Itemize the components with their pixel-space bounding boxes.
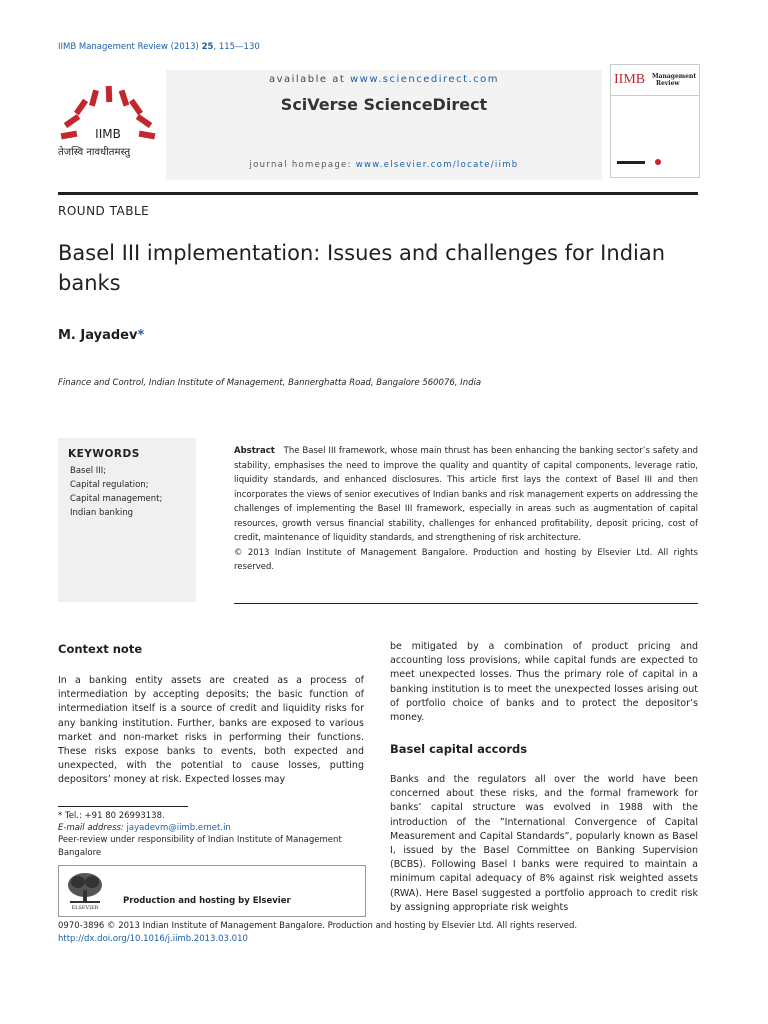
context-note-text: In a banking entity assets are created as a process of intermediation by accepting deposits; the basic function of intermediation itself is a source of credit and liquidity risks for any banking institution. Further, banks are exposed to various market and non-market risks in performing their functions. These risks expose banks to events, both expected and unexpected, with the potential to cause losses, putting depositors’ money at risk. Expected losses may	[58, 675, 364, 786]
author-name: M. Jayadev*	[58, 328, 145, 343]
journal-pages: , 115—130	[213, 42, 260, 52]
journal-volume: 25	[201, 42, 214, 52]
cover-dot-icon	[655, 159, 661, 165]
context-note-heading: Context note	[58, 642, 143, 656]
available-at: available at www.sciencedirect.com	[268, 74, 500, 85]
sciverse-title: SciVerse ScienceDirect	[280, 95, 488, 114]
keyword-item: Capital management;	[70, 494, 163, 504]
footnote-email: E-mail address: jayadevm@iimb.ernet.in	[58, 823, 231, 834]
keyword-item: Basel III;	[70, 466, 107, 476]
cover-bar	[617, 161, 645, 164]
elsevier-label: Production and hosting by Elsevier	[123, 896, 291, 906]
keyword-item: Indian banking	[70, 508, 134, 518]
footnote-tel: * Tel.: +91 80 26993138.	[58, 811, 165, 821]
footer-issn: 0970-3896 © 2013 Indian Institute of Management Bangalore. Production and hosting by Elsevier Ltd. All rights reserved.	[58, 921, 578, 931]
abstract-text: The Basel III framework, whose main thrust has been enhancing the banking sector’s safety and stability, emphasises the need to improve the quality and quantity of capital components, leverage ratio, liquidity standards, and enhanced disclosures. This article first lays the context of Basel III and then incorporates the views of senior executives of Indian banks and risk management experts on addressing the challenges of implementing the Basel III framework, especially in areas such as augmentation of capital resources, growth versus financial stability, challenges for enhanced profitability, deposit pricing, cost of credit, maintenance of liquidity standards, and strengthening of risk architecture.	[234, 446, 698, 543]
journal-name: IIMB Management Review (2013)	[58, 42, 199, 52]
abstract-divider	[234, 603, 698, 604]
footnotes	[58, 810, 364, 859]
article-title: Basel III implementation: Issues and challenges for Indian banks	[58, 241, 666, 295]
doi-link[interactable]: http://dx.doi.org/10.1016/j.iimb.2013.03.010	[58, 934, 248, 944]
keywords-box	[58, 438, 196, 602]
iimb-logo-icon	[58, 82, 158, 172]
abstract	[234, 444, 698, 575]
journal-reference[interactable]	[58, 42, 260, 52]
keyword-item: Capital regulation;	[70, 480, 149, 490]
affiliation: Finance and Control, Indian Institute of Management, Bannerghatta Road, Bangalore 560076, India	[58, 378, 482, 388]
keywords-list	[70, 464, 162, 520]
sciencedirect-link[interactable]: www.sciencedirect.com	[349, 74, 500, 85]
footer-copyright	[58, 920, 577, 946]
keywords-heading: KEYWORDS	[68, 448, 140, 460]
cover-management-review: Management Review	[652, 73, 697, 87]
cover-iimb-text: IIMB	[614, 72, 646, 87]
svg-text:ELSEVIER: ELSEVIER	[71, 905, 99, 910]
homepage-link[interactable]: www.elsevier.com/locate/iimb	[355, 160, 519, 170]
journal-homepage: journal homepage: www.elsevier.com/locate/iimb	[249, 160, 519, 170]
hindi-motto: तेजस्वि नावधीतमस्तु	[58, 147, 131, 158]
footnote-divider	[58, 806, 188, 807]
abstract-label: Abstract	[234, 446, 275, 456]
footnote-peer-review: Peer-review under responsibility of Indian Institute of Management Bangalore	[58, 835, 342, 858]
email-link[interactable]: jayadevm@iimb.ernet.in	[126, 823, 231, 834]
basel-accords-heading: Basel capital accords	[390, 742, 528, 756]
author-footnote-mark[interactable]: *	[137, 328, 145, 343]
elsevier-tree-icon	[64, 870, 106, 910]
basel-accords-text: Banks and the regulators all over the world have been concerned about these risks, and the formal framework for banks’ capital structure was evolved in 1988 with the introduction of the ”International Convergence of Capital Measurement and Capital Standards”, popularly known as Basel I, issued by the Basel Committee on Banking Supervision (BCBS). Following Basel I banks were required to maintain a minimum capital adequacy of 8% against risk weighted assets (RWA). Here Basel suggested a portfolio approach to credit risk by assigning appropriate risk weights	[390, 774, 698, 913]
column2-paragraph: be mitigated by a combination of product pricing and accounting loss provisions, while capital funds are expected to meet unexpected losses. Thus the primary role of capital in a banking institution is to meet the unexpected losses arising out of portfolio choice of banks and to protect the depositor’s money.	[390, 641, 698, 724]
logo-text: IIMB	[95, 127, 121, 141]
abstract-copyright: © 2013 Indian Institute of Management Bangalore. Production and hosting by Elsevier Ltd. All rights reserved.	[234, 547, 698, 572]
section-label: ROUND TABLE	[58, 204, 150, 218]
